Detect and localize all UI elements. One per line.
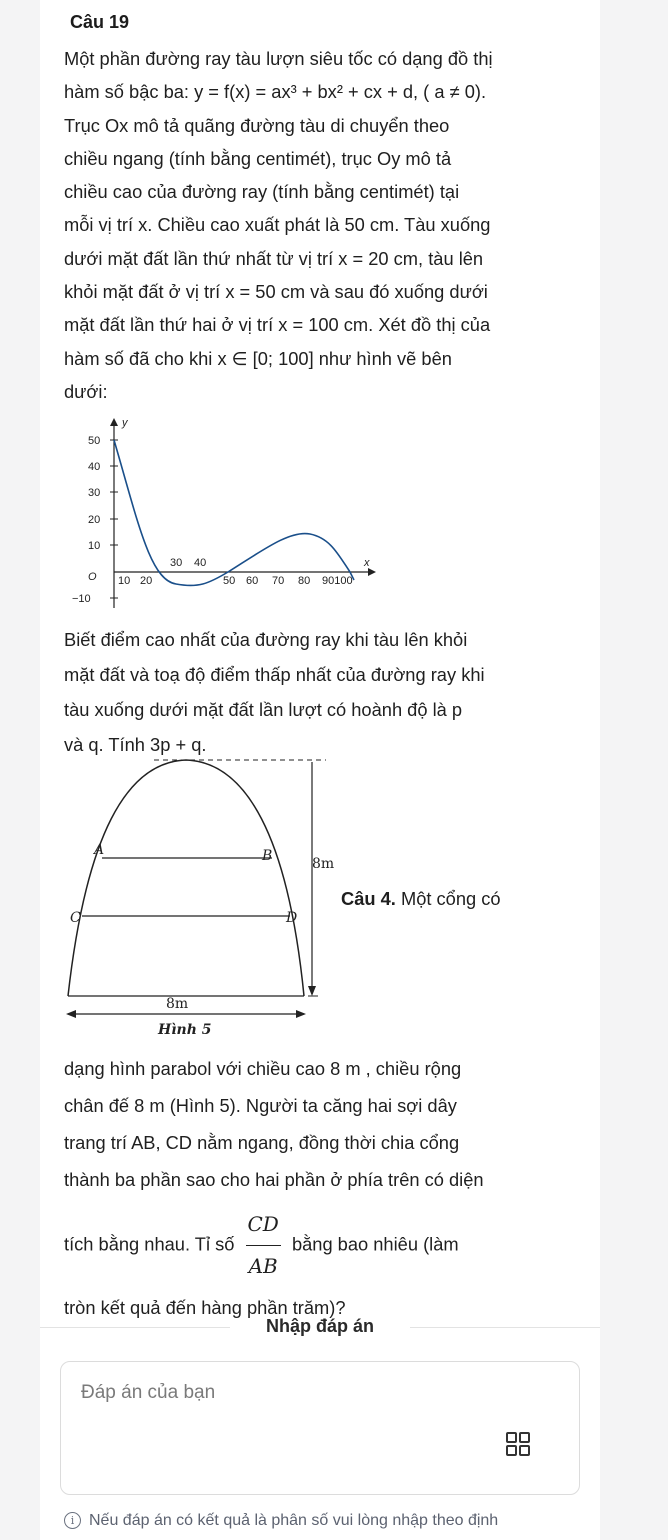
y-axis-label: y (122, 417, 128, 429)
question-line: và q. Tính 3p + q. (64, 734, 207, 755)
width-label: 8m (166, 996, 189, 1012)
ratio-fraction (246, 1206, 281, 1285)
question-line: hàm số đã cho khi x ∈ [0; 100] như hình vẽ bên (64, 347, 452, 369)
width-arrow-head-left (66, 1010, 76, 1018)
question-4-start: Một cổng có (400, 888, 501, 909)
info-icon: i (64, 1512, 81, 1529)
parabola-curve (68, 760, 304, 996)
x-tick-label: 70 (272, 575, 285, 587)
answer-section-label: Nhập đáp án (265, 1316, 374, 1336)
question-line: trang trí AB, CD nằm ngang, đồng thời chia cổng (64, 1132, 460, 1153)
point-a-label: A (94, 842, 105, 858)
x-tick-label: 90100 (322, 575, 353, 587)
y-tick-label: 50 (88, 435, 101, 447)
parabola-gate-figure (56, 756, 336, 1046)
x-tick-label-above: 30 (170, 557, 183, 569)
question-line: chân đế 8 m (Hình 5). Người ta căng hai sợi dây (64, 1095, 457, 1116)
y-tick-label: −10 (72, 593, 91, 605)
x-tick-label: 60 (246, 575, 259, 587)
height-label: 8m (312, 856, 335, 872)
question-line: khỏi mặt đất ở vị trí x = 50 cm và sau đó xuống dưới (64, 281, 488, 303)
figure-caption: Hình 5 (158, 1022, 212, 1038)
answer-placeholder: Đáp án của bạn (81, 1382, 216, 1403)
ratio-line (64, 1206, 584, 1285)
question-4-label: Câu 4. (341, 888, 396, 909)
x-tick-label: 20 (140, 575, 153, 587)
question-4-body (64, 1050, 584, 1326)
width-arrow-head-right (296, 1010, 306, 1018)
question-line: chiều ngang (tính bằng centimét), trục Oy mô tả (64, 147, 452, 169)
question-line: chiều cao của đường ray (tính bằng centimét) tại (64, 181, 460, 203)
point-b-label: B (262, 848, 273, 864)
x-tick-label: 10 (118, 575, 131, 587)
point-d-label: D (286, 910, 298, 926)
cubic-curve (114, 440, 354, 586)
question-line: mặt đất lần thứ hai ở vị trí x = 100 cm. Xét đồ thị của (64, 314, 491, 336)
question-4-heading (341, 888, 501, 910)
x-tick-label: 50 (223, 575, 236, 587)
y-tick-label: 30 (88, 487, 101, 499)
ratio-prefix: tích bằng nhau. Tỉ số (64, 1233, 235, 1255)
question-line: hàm số bậc ba: y = f(x) = ax³ + bx² + cx + d, ( a ≠ 0). (64, 81, 487, 103)
question-line: dưới: (64, 380, 108, 402)
cubic-graph-figure (58, 412, 378, 612)
x-axis-arrow (368, 568, 376, 576)
question-line: mặt đất và toạ độ điểm thấp nhất của đường ray khi (64, 664, 485, 685)
question-paragraph-1 (64, 42, 584, 408)
answer-input[interactable] (60, 1361, 580, 1495)
height-arrow-head (308, 986, 316, 996)
y-axis-arrow (110, 418, 118, 426)
question-line: Biết điểm cao nhất của đường ray khi tàu lên khỏi (64, 629, 468, 650)
x-tick-label-above: 40 (194, 557, 207, 569)
x-tick-label: 80 (298, 575, 311, 587)
question-paragraph-2 (64, 622, 584, 762)
y-tick-label: 20 (88, 514, 101, 526)
note-text: Nếu đáp án có kết quả là phân số vui lòng nhập theo định (89, 1512, 499, 1529)
question-line: tròn kết quả đến hàng phần trăm)? (64, 1297, 346, 1318)
question-title: Câu 19 (70, 12, 130, 32)
ratio-numerator: CD (246, 1206, 281, 1246)
y-tick-label: 40 (88, 461, 101, 473)
question-line: dưới mặt đất lần thứ nhất từ vị trí x = 20 cm, tàu lên (64, 247, 484, 269)
question-line: dạng hình parabol với chiều cao 8 m , chiều rộng (64, 1058, 462, 1079)
question-line: mỗi vị trí x. Chiều cao xuất phát là 50 cm. Tàu xuống (64, 214, 491, 236)
question-line: tàu xuống dưới mặt đất lần lượt có hoành độ là p (64, 699, 463, 720)
x-axis-label: x (364, 557, 370, 569)
question-line: Trục Ox mô tả quãng đường tàu di chuyển theo (64, 114, 450, 136)
question-line: Một phần đường ray tàu lượn siêu tốc có dạng đồ thị (64, 48, 493, 69)
point-c-label: C (70, 910, 81, 926)
keypad-icon[interactable] (504, 1430, 532, 1458)
question-line: thành ba phần sao cho hai phần ở phía trên có diện (64, 1169, 484, 1190)
ratio-denominator: AB (248, 1254, 278, 1278)
y-tick-label: 10 (88, 540, 101, 552)
origin-label: O (88, 571, 97, 583)
ratio-suffix: bằng bao nhiêu (làm (291, 1233, 459, 1255)
answer-note (64, 1512, 498, 1530)
